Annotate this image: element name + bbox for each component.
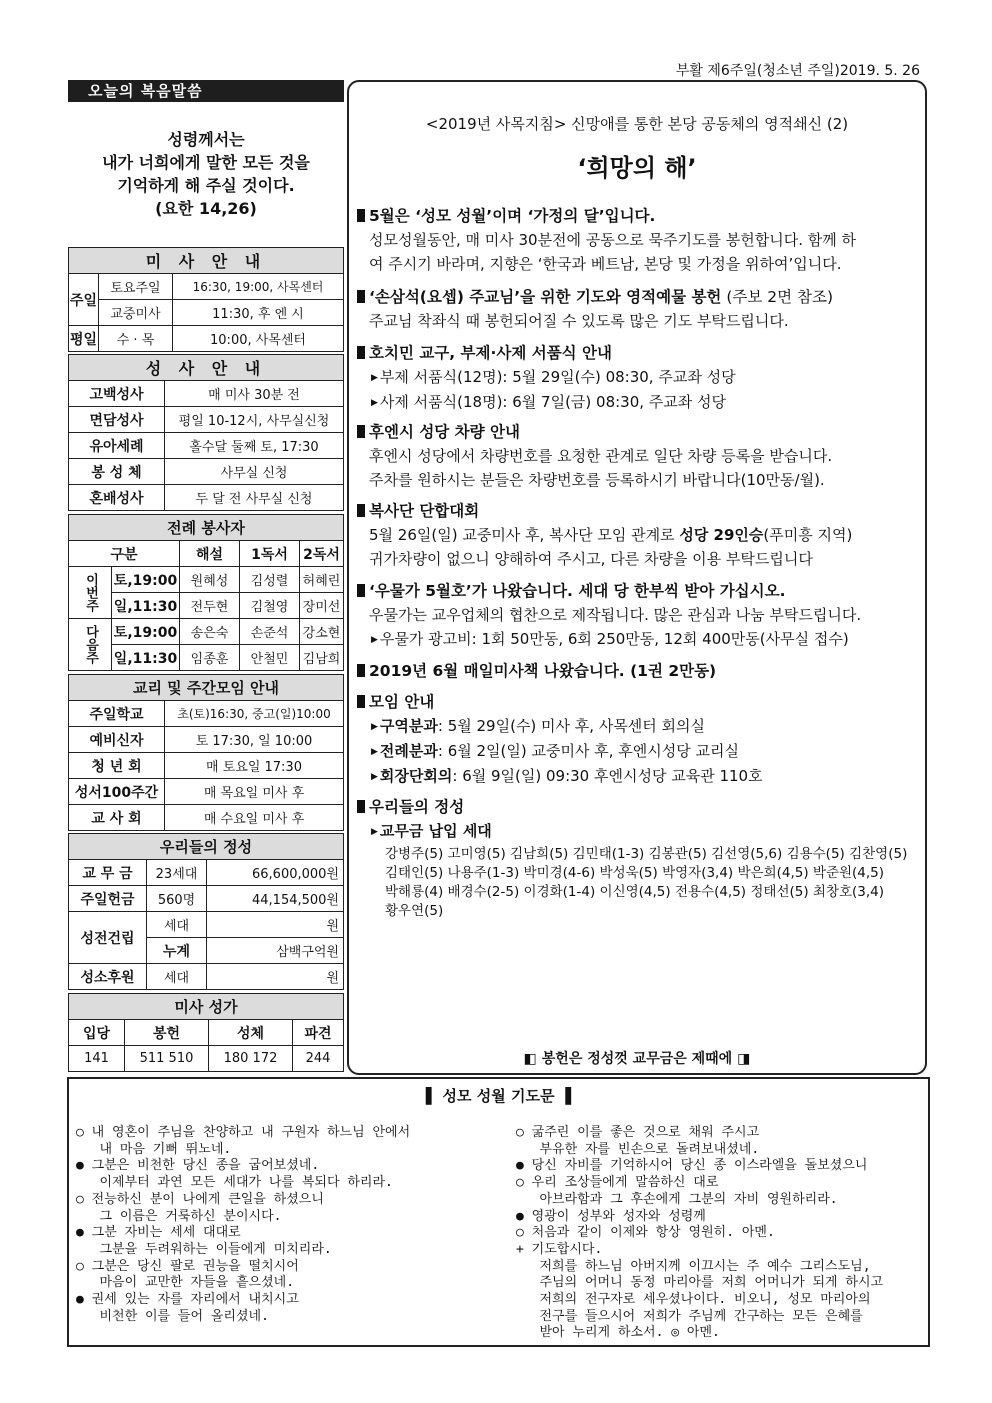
prayer-line: ● 당신 자비를 기억하시어 당신 종 이스라엘을 돌보셨으니 (516, 1158, 868, 1174)
bullet-icon: ▶ (371, 635, 378, 645)
notice-heading: 2019년 6월 매일미사책 나왔습니다. (1권 2만동) (369, 662, 717, 680)
bullet-icon: ▶ (371, 827, 378, 837)
notice-heading: 복사단 단합대회 (369, 502, 480, 520)
prayer-line: 그분을 두려워하는 이들에게 미치리라. (76, 1241, 332, 1257)
liturgy-time: 일,11:30 (112, 593, 180, 619)
building-name: 성전건립 (69, 912, 147, 964)
prayer-line: 내 마음 기뻐 뛰노네. (76, 1141, 232, 1157)
pastoral-subtitle: <2019년 사목지침> 신망애를 통한 본당 공동체의 영적쇄신 (2) (425, 115, 849, 133)
notice-bullet: 교무금 납입 세대 (379, 822, 492, 840)
notice-heading: 우리들의 정성 (369, 798, 465, 816)
gospel-title: 오늘의 복음말씀 (68, 80, 344, 102)
sacrament-name: 고백성사 (69, 381, 165, 407)
notice-note: (주보 2면 참조) (721, 288, 833, 306)
reader-1: 손준석 (240, 619, 300, 645)
prayer-line: 받아 누리게 하소서. ◎ 아멘. (516, 1325, 720, 1341)
offering-value: 44,154,500원 (207, 886, 344, 912)
donor-line: 강병주(5) 고미영(5) 김남희(5) 김민태(1-3) 김봉관(5) 김선영(5,6) 김용수(5) 김찬영(5) (385, 846, 908, 862)
sacraments-table (68, 354, 344, 511)
meeting-value: 초(토)16:30, 중고(일)10:00 (165, 701, 344, 727)
prayer-line: 비천한 이를 들어 올리셨네. (76, 1308, 269, 1324)
sacrament-name: 면담성사 (69, 407, 165, 433)
offering-value: 66,600,000원 (207, 860, 344, 886)
hymn-number: 141 (69, 1046, 125, 1072)
commentator: 송은숙 (180, 619, 240, 645)
bulletin-date: 부활 제6주일(청소년 주일)2019. 5. 26 (675, 63, 920, 79)
sunday-label: 주일 (69, 274, 99, 326)
bullet-icon: ▶ (371, 772, 378, 782)
prayer-title: ▌ 성모 성월 기도문 ▐ (425, 1087, 572, 1105)
meeting-value: 매 수요일 미사 후 (165, 805, 344, 831)
meeting-key: 회장단회의 (379, 767, 453, 785)
hymn-number: 180 172 (209, 1046, 293, 1072)
sacrament-value: 두 달 전 사무실 신청 (165, 485, 344, 511)
meeting-detail: : 5월 29일(수) 미사 후, 사목센터 회의실 (437, 717, 706, 735)
weekday-label: 평일 (69, 326, 99, 352)
liturgy-header: 해설 (180, 541, 240, 567)
commentator: 전두현 (180, 593, 240, 619)
meeting-name: 교 사 회 (69, 805, 165, 831)
prayer-line: ○ 내 영혼이 주님을 찬양하고 내 구원자 하느님 안에서 (76, 1125, 411, 1140)
notice-heading: 후엔시 성당 차량 안내 (369, 423, 520, 441)
prayer-line: + 기도합시다. (516, 1241, 603, 1257)
notice-line: 우물가는 교우업체의 협찬으로 제작됩니다. 많은 관심과 나눔 부탁드립니다. (369, 606, 862, 624)
meeting-name: 성서100주간 (69, 779, 165, 805)
donor-line: 박해룡(4) 배경수(2-5) 이경화(1-4) 이신영(4,5) 전용수(4,5) 정태선(5) 최창호(3,4) (385, 884, 885, 900)
mass-time: 11:30, 후 엔 시 (173, 300, 344, 326)
notice-5 (357, 499, 922, 571)
commentator: 원혜성 (180, 567, 240, 593)
next-week-label: 다음주 (69, 619, 112, 671)
offering-unit: 560명 (147, 886, 207, 912)
prayer-line: 주님의 어머니 동정 마리아를 저희 어머니가 되게 하시고 (516, 1275, 884, 1291)
hymn-header: 입당 (69, 1020, 125, 1046)
meeting-name: 청 년 회 (69, 753, 165, 779)
notice-line: 성모성월동안, 매 미사 30분전에 공동으로 묵주기도를 봉헌합니다. 함께 하 (369, 231, 856, 249)
hymn-number: 244 (293, 1046, 344, 1072)
meeting-value: 토 17:30, 일 10:00 (165, 727, 344, 753)
building-value: 원 (207, 912, 344, 938)
liturgy-title: 전례 봉사자 (69, 515, 344, 541)
notice-text: (푸미흥 지역) (763, 526, 853, 544)
notice-heading: 5월은 ‘성모 성월’이며 ‘가정의 달’입니다. (369, 207, 656, 225)
prayer-line: 아브라함과 그 후손에게 그분의 자비 영원하리라. (516, 1191, 838, 1207)
meeting-name: 주일학교 (69, 701, 165, 727)
mass-name: 수 · 목 (99, 326, 173, 352)
meeting-key: 구역분과 (379, 717, 438, 735)
notice-1 (357, 204, 922, 276)
notice-line: 후엔시 성당에서 차량번호를 요청한 관계로 일단 차량 등록을 받습니다. (369, 447, 833, 465)
notice-heading: 모임 안내 (369, 693, 435, 711)
sacraments-title: 성 사 안 내 (69, 355, 344, 381)
donor-line: 김태인(5) 나용주(1-3) 박미경(4-6) 박성욱(5) 박영자(3,4) 박은희(4,5) 박준원(4,5) (385, 865, 885, 881)
meetings-title: 교리 및 주간모임 안내 (69, 675, 344, 701)
hymns-title: 미사 성가 (69, 994, 344, 1020)
support-name: 성소후원 (69, 964, 147, 990)
notice-emphasis: 성당 29인승 (679, 526, 764, 544)
sacrament-name: 유아세례 (69, 433, 165, 459)
offering-name: 주일헌금 (69, 886, 147, 912)
notice-2 (357, 285, 922, 333)
support-unit: 세대 (147, 964, 207, 990)
offering-slogan: ◧ 봉헌은 정성껏 교무금은 제때에 ◨ (523, 1051, 751, 1067)
meeting-detail: : 6월 9일(일) 09:30 후엔시성당 교육관 110호 (452, 767, 763, 785)
sacrament-name: 혼배성사 (69, 485, 165, 511)
notice-heading: 호치민 교구, 부제·사제 서품식 안내 (369, 344, 612, 362)
pastoral-title: ‘희망의 해’ (577, 154, 697, 182)
notice-text: 5월 26일(일) 교중미사 후, 복사단 모임 관계로 (369, 526, 680, 544)
liturgy-header: 1독서 (240, 541, 300, 567)
notice-bullet: 사제 서품식(18명): 6월 7일(금) 08:30, 주교좌 성당 (379, 393, 727, 411)
donor-names (385, 845, 930, 921)
sacrament-value: 홀수달 둘째 토, 17:30 (165, 433, 344, 459)
notice-line: 주교님 착좌식 때 봉헌되어질 수 있도록 많은 기도 부탁드립니다. (369, 312, 789, 330)
meeting-value: 매 토요일 17:30 (165, 753, 344, 779)
notice-line: 여 주시기 바라며, 지향은 ‘한국과 베트남, 본당 및 가정을 위하여’입니다. (369, 255, 842, 273)
gospel-line: 내가 너희에게 말한 모든 것을 (102, 153, 310, 172)
liturgy-time: 일,11:30 (112, 645, 180, 671)
meeting-key: 전례분과 (379, 742, 438, 760)
notice-3 (357, 341, 922, 415)
support-value: 원 (207, 964, 344, 990)
offering-title: 우리들의 정성 (69, 834, 344, 860)
prayer-line: 그 이름은 거룩하신 분이시다. (76, 1208, 282, 1224)
commentator: 임종훈 (180, 645, 240, 671)
notice-line: 주차를 원하시는 분들은 차량번호를 등록하시기 바랍니다(10만동/월). (369, 471, 825, 489)
prayer-line: ● 그분 자비는 세세 대대로 (76, 1225, 241, 1241)
prayer-line: 마음이 교만한 자들을 흩으셨네. (76, 1275, 295, 1291)
mass-time: 16:30, 19:00, 사목센터 (173, 274, 344, 300)
this-week-label: 이번주 (69, 567, 112, 619)
prayer-line: ○ 전능하신 분이 나에게 큰일을 하셨으니 (76, 1191, 324, 1207)
notice-7 (357, 659, 922, 683)
meeting-name: 예비신자 (69, 727, 165, 753)
building-total: 삼백구억원 (207, 938, 344, 964)
bullet-icon: ▶ (371, 373, 378, 383)
notice-8 (357, 690, 922, 789)
reader-2: 강소현 (300, 619, 344, 645)
gospel-quote (68, 128, 344, 220)
meetings-table (68, 674, 344, 831)
prayer-line: ○ 그분은 당신 팔로 권능을 떨치시어 (76, 1258, 299, 1274)
prayer-right-column (516, 1125, 883, 1342)
prayer-line: ● 권세 있는 자를 자리에서 내치시고 (76, 1292, 299, 1308)
liturgy-header: 구분 (69, 541, 180, 567)
prayer-line: 저희를 하느님 아버지께 이끄시는 주 예수 그리스도님, (516, 1258, 871, 1274)
bullet-icon: ▶ (371, 747, 378, 757)
prayer-line: ○ 처음과 같이 이제와 항상 영원히. 아멘. (516, 1225, 775, 1241)
notice-bullet: 우물가 광고비: 1회 50만동, 6회 250만동, 12회 400만동(사무실 접수) (379, 630, 849, 648)
prayer-line: ● 영광이 성부와 성자와 성령께 (516, 1208, 706, 1224)
reader-1: 김성렬 (240, 567, 300, 593)
prayer-left-column (76, 1125, 410, 1325)
notice-line: 귀가차량이 없으니 양해하여 주시고, 다른 차량을 이용 부탁드립니다 (369, 550, 813, 568)
notice-heading: ‘우물가 5월호’가 나왔습니다. 세대 당 한부씩 받아 가십시오. (369, 582, 786, 600)
bullet-icon: ▶ (371, 398, 378, 408)
sacrament-value: 평일 10-12시, 사무실신청 (165, 407, 344, 433)
reader-2: 허혜린 (300, 567, 344, 593)
sacrament-name: 봉 성 체 (69, 459, 165, 485)
prayer-line: ● 그분은 비천한 당신 종을 굽어보셨네. (76, 1158, 320, 1174)
hymn-header: 파견 (293, 1020, 344, 1046)
gospel-line: 성령께서는 (167, 130, 245, 149)
prayer-line: 부유한 자를 빈손으로 돌려보내셨네. (516, 1141, 760, 1157)
prayer-line: ○ 우리 조상들에게 말씀하신 대로 (516, 1175, 719, 1191)
hymn-header: 봉헌 (125, 1020, 209, 1046)
reader-1: 안철민 (240, 645, 300, 671)
prayer-line: ○ 굶주린 이를 좋은 것으로 채워 주시고 (516, 1125, 760, 1140)
offering-unit: 23세대 (147, 860, 207, 886)
notice-6 (357, 579, 922, 652)
offering-name: 교 무 금 (69, 860, 147, 886)
building-total-label: 누계 (147, 938, 207, 964)
reader-1: 김철영 (240, 593, 300, 619)
prayer-line: 전구를 들으시어 저희가 주님께 간구하는 모든 은혜를 (516, 1308, 863, 1324)
liturgy-time: 토,19:00 (112, 567, 180, 593)
reader-2: 김남희 (300, 645, 344, 671)
liturgy-table (68, 514, 344, 671)
hymn-number: 511 510 (125, 1046, 209, 1072)
mass-title: 미 사 안 내 (69, 248, 344, 274)
mass-time: 10:00, 사목센터 (173, 326, 344, 352)
bullet-icon: ▶ (371, 722, 378, 732)
liturgy-time: 토,19:00 (112, 619, 180, 645)
liturgy-header: 2독서 (300, 541, 344, 567)
prayer-line: 저희의 전구자로 세우셨나이다. 비오니, 성모 마리아의 (516, 1292, 871, 1308)
building-unit: 세대 (147, 912, 207, 938)
sacrament-value: 매 미사 30분 전 (165, 381, 344, 407)
prayer-line: 이제부터 과연 모든 세대가 나를 복되다 하리라. (76, 1175, 393, 1191)
sacrament-value: 사무실 신청 (165, 459, 344, 485)
mass-table (68, 247, 344, 352)
notice-heading: ‘손삼석(요셉) 주교님’을 위한 기도와 영적예물 봉헌 (369, 288, 722, 306)
offering-table (68, 833, 344, 990)
reader-2: 장미선 (300, 593, 344, 619)
meeting-value: 매 목요일 미사 후 (165, 779, 344, 805)
gospel-reference: (요한 14,26) (155, 199, 257, 218)
hymns-table (68, 993, 344, 1072)
notice-4 (357, 420, 922, 492)
meeting-detail: : 6월 2일(일) 교중미사 후, 후엔시성당 교리실 (437, 742, 739, 760)
hymn-header: 성체 (209, 1020, 293, 1046)
mass-name: 교중미사 (99, 300, 173, 326)
donor-line: 황우연(5) (385, 903, 444, 919)
notice-9 (357, 795, 922, 844)
notice-bullet: 부제 서품식(12명): 5월 29일(수) 08:30, 주교좌 성당 (379, 368, 736, 386)
mass-name: 토요주일 (99, 274, 173, 300)
gospel-line: 기억하게 해 주실 것이다. (117, 176, 295, 195)
